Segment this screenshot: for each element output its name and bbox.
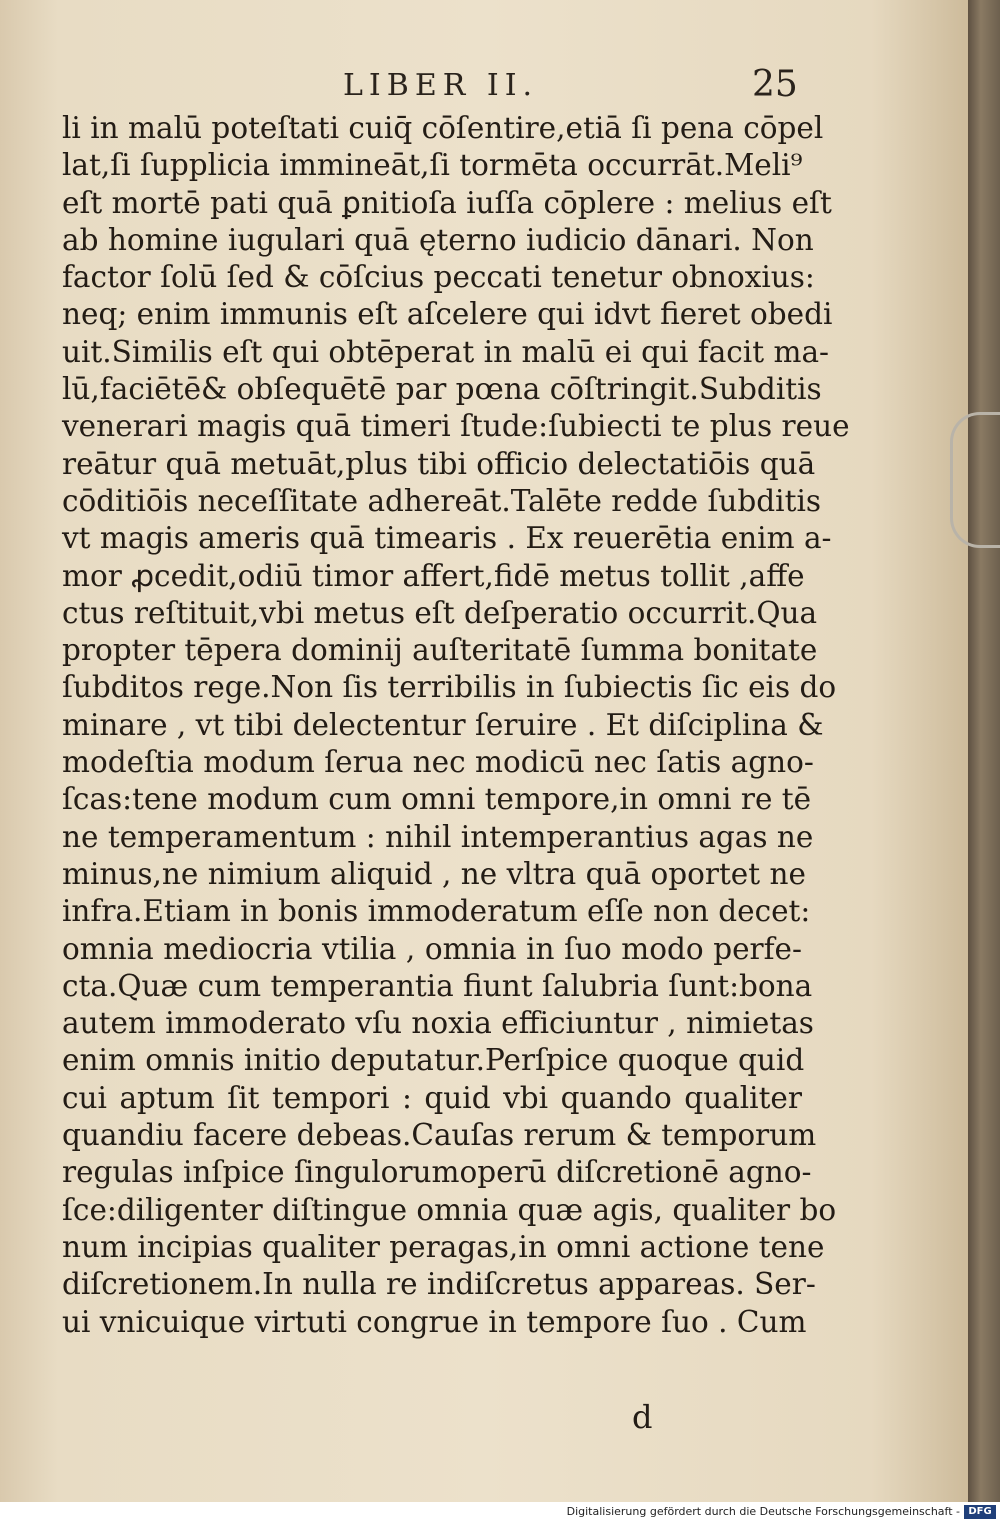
text-line: cta.Quæ cum temperantia fiunt ſalubria ſunt:bona bbox=[62, 968, 813, 1003]
text-line: propter tēpera dominij auſteritatē ſumma bonitate bbox=[62, 633, 818, 668]
signature-mark: d bbox=[632, 1398, 653, 1436]
text-line: minare , vt tibi delectentur ſeruire . Et diſciplina & bbox=[62, 707, 824, 742]
text-line: diſcretionem.In nulla re indiſcretus appareas. Ser- bbox=[62, 1267, 816, 1302]
text-line: cōditiōis neceſſitate adhereāt.Talēte redde ſubditis bbox=[62, 483, 822, 518]
book-edge bbox=[968, 0, 1000, 1502]
text-line: ſce:diligenter diſtingue omnia quæ agis, qualiter bo bbox=[62, 1192, 837, 1227]
text-line: mor ꝓcedit,odiū timor affert,fidē metus tollit ,affe bbox=[62, 558, 805, 593]
text-line: lat,ſi ſupplicia immineāt,ſi tormēta occurrāt.Meli⁹ bbox=[62, 148, 803, 183]
text-line: vt magis ameris quā timearis . Ex reuerētia enim a- bbox=[62, 521, 832, 556]
text-line: ui vnicuique virtuti congrue in tempore ſuo . Cum bbox=[62, 1304, 807, 1339]
text-line: ſcas:tene modum cum omni tempore,in omni re tē bbox=[62, 782, 812, 817]
text-line: omnia mediocria vtilia , omnia in ſuo modo perfe- bbox=[62, 931, 802, 966]
running-head: LIBER II. bbox=[343, 68, 539, 103]
footer-bar bbox=[0, 1502, 1000, 1522]
text-line: eſt mortē pati quā ꝑnitioſa iuſſa cōplere : melius eſt bbox=[62, 185, 832, 220]
text-line: factor ſolū ſed & cōſcius peccati tenetur obnoxius: bbox=[62, 260, 815, 295]
text-line: infra.Etiam in bonis immoderatum eſſe non decet: bbox=[62, 894, 811, 929]
text-line: enim omnis initio deputatur.Perſpice quoque quid bbox=[62, 1043, 805, 1078]
text-line: ctus reſtituit,vbi metus eſt deſperatio occurrit.Qua bbox=[62, 595, 818, 630]
text-line: quandiu facere debeas.Cauſas rerum & temporum bbox=[62, 1118, 817, 1153]
text-line: neq; enim immunis eſt aſcelere qui idvt fieret obedi bbox=[62, 297, 833, 332]
page-clip bbox=[950, 412, 1000, 548]
text-line: uit.Similis eſt qui obtēperat in malū ei qui facit ma- bbox=[62, 334, 829, 369]
page-number: 25 bbox=[752, 64, 798, 105]
text-line: cui aptum ſit tempori : quid vbi quando qualiter bbox=[62, 1080, 802, 1115]
text-line: reātur quā metuāt,plus tibi officio delectatiōis quā bbox=[62, 446, 816, 481]
text-line: num incipias qualiter peragas,in omni actione tene bbox=[62, 1229, 825, 1264]
text-line: ab homine iugulari quā ęterno iudicio dānari. Non bbox=[62, 222, 814, 257]
dfg-logo: DFG bbox=[964, 1505, 996, 1519]
page-header bbox=[0, 64, 968, 108]
text-line: modeſtia modum ſerua nec modicū nec ſatis agno- bbox=[62, 745, 814, 780]
text-line: ſubditos rege.Non ſis terribilis in ſubiectis ſic eis do bbox=[62, 670, 837, 705]
text-line: minus,ne nimium aliquid , ne vltra quā oportet ne bbox=[62, 856, 806, 891]
text-line: autem immoderato vſu noxia efficiuntur , nimietas bbox=[62, 1006, 814, 1041]
text-line: lū,faciētē& obſequētē par pœna cōſtringit.Subditis bbox=[62, 372, 822, 407]
body-text bbox=[62, 110, 850, 1341]
text-line: li in malū poteſtati cuiq̄ cōſentire,etiā ſi pena cōpel bbox=[62, 111, 824, 145]
text-line: venerari magis quā timeri ſtude:ſubiecti te plus reue bbox=[62, 409, 850, 444]
text-line: regulas inſpice ſingulorumoperū diſcretionē agno- bbox=[62, 1155, 812, 1190]
funding-credit: Digitalisierung gefördert durch die Deutsche Forschungsgemeinschaft - bbox=[566, 1505, 960, 1518]
text-line: ne temperamentum : nihil intemperantius agas ne bbox=[62, 819, 814, 854]
